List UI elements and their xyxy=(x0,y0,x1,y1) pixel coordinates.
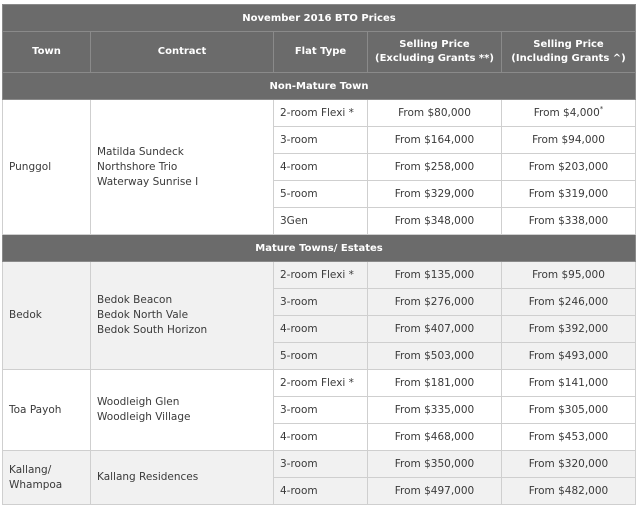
contract-name: Woodleigh Glen xyxy=(97,396,180,408)
price-excl-cell: From $348,000 xyxy=(368,208,502,235)
table-row xyxy=(3,451,636,478)
price-incl-cell: From $392,000 xyxy=(502,316,636,343)
town-cell-kallang-whampoa xyxy=(3,451,91,505)
town-cell-bedok: Bedok xyxy=(3,262,91,370)
town-name-line1: Kallang/ xyxy=(9,463,52,476)
contract-name: Bedok Beacon xyxy=(97,294,173,306)
header-contract: Contract xyxy=(91,32,274,73)
town-name-line2: Whampoa xyxy=(9,478,63,491)
flat-type-cell: 2-room Flexi * xyxy=(274,370,368,397)
bto-price-table xyxy=(2,4,636,505)
price-incl-cell: From $320,000 xyxy=(502,451,636,478)
price-excl-cell: From $329,000 xyxy=(368,181,502,208)
contract-cell-bedok xyxy=(91,262,274,370)
price-incl-cell: From $305,000 xyxy=(502,397,636,424)
price-excl-cell: From $503,000 xyxy=(368,343,502,370)
header-price-incl-line1: Selling Price xyxy=(533,39,604,50)
contract-name: Waterway Sunrise I xyxy=(97,175,199,188)
flat-type-cell: 3-room xyxy=(274,289,368,316)
price-excl-cell: From $164,000 xyxy=(368,127,502,154)
flat-type-cell: 3-room xyxy=(274,127,368,154)
header-town: Town xyxy=(3,32,91,73)
price-incl-cell: From $203,000 xyxy=(502,154,636,181)
table-row xyxy=(3,370,636,397)
price-incl-cell xyxy=(502,100,636,127)
price-incl-cell: From $493,000 xyxy=(502,343,636,370)
flat-type-cell: 3Gen xyxy=(274,208,368,235)
flat-type-cell: 2-room Flexi * xyxy=(274,262,368,289)
flat-type-cell: 4-room xyxy=(274,154,368,181)
column-header-row xyxy=(3,32,636,73)
price-incl-cell: From $482,000 xyxy=(502,478,636,505)
flat-type-cell: 2-room Flexi * xyxy=(274,100,368,127)
price-excl-cell: From $350,000 xyxy=(368,451,502,478)
price-incl-cell: From $319,000 xyxy=(502,181,636,208)
contract-cell-punggol xyxy=(91,100,274,235)
footnote-mark: * xyxy=(599,105,604,113)
header-price-incl-line2: (Including Grants ^) xyxy=(511,53,626,64)
contract-name: Matilda Sundeck xyxy=(97,145,184,158)
price-incl-cell: From $338,000 xyxy=(502,208,636,235)
header-price-including-grants xyxy=(502,32,636,73)
contract-name: Kallang Residences xyxy=(97,471,199,483)
header-price-excl-line1: Selling Price xyxy=(399,39,470,50)
table-title-row xyxy=(3,5,636,32)
price-incl-cell: From $95,000 xyxy=(502,262,636,289)
town-cell-toa-payoh: Toa Payoh xyxy=(3,370,91,451)
contract-name: Bedok North Vale xyxy=(97,309,189,321)
price-excl-cell: From $335,000 xyxy=(368,397,502,424)
price-incl-cell: From $94,000 xyxy=(502,127,636,154)
table-title: November 2016 BTO Prices xyxy=(3,5,636,32)
price-excl-cell: From $407,000 xyxy=(368,316,502,343)
flat-type-cell: 4-room xyxy=(274,316,368,343)
price-excl-cell: From $497,000 xyxy=(368,478,502,505)
header-flat-type: Flat Type xyxy=(274,32,368,73)
town-cell-punggol: Punggol xyxy=(3,100,91,235)
table-row xyxy=(3,100,636,127)
price-excl-cell: From $468,000 xyxy=(368,424,502,451)
price-excl-cell: From $276,000 xyxy=(368,289,502,316)
flat-type-cell: 4-room xyxy=(274,478,368,505)
price-incl-cell: From $453,000 xyxy=(502,424,636,451)
price-excl-cell: From $181,000 xyxy=(368,370,502,397)
section-row-non-mature xyxy=(3,73,636,100)
header-price-excl-line2: (Excluding Grants **) xyxy=(375,53,494,64)
table-row xyxy=(3,262,636,289)
flat-type-cell: 5-room xyxy=(274,181,368,208)
price-excl-cell: From $80,000 xyxy=(368,100,502,127)
price-incl-value: From $4,000 xyxy=(533,107,600,119)
section-row-mature xyxy=(3,235,636,262)
flat-type-cell: 3-room xyxy=(274,451,368,478)
contract-name: Northshore Trio xyxy=(97,160,178,173)
flat-type-cell: 4-room xyxy=(274,424,368,451)
header-price-excluding-grants xyxy=(368,32,502,73)
price-incl-cell: From $141,000 xyxy=(502,370,636,397)
flat-type-cell: 3-room xyxy=(274,397,368,424)
contract-cell-kallang xyxy=(91,451,274,505)
price-excl-cell: From $135,000 xyxy=(368,262,502,289)
price-excl-cell: From $258,000 xyxy=(368,154,502,181)
contract-name: Woodleigh Village xyxy=(97,411,191,423)
section-title-mature: Mature Towns/ Estates xyxy=(3,235,636,262)
contract-name: Bedok South Horizon xyxy=(97,324,208,336)
price-incl-cell: From $246,000 xyxy=(502,289,636,316)
bto-price-table-container xyxy=(2,4,635,505)
section-title-non-mature: Non-Mature Town xyxy=(3,73,636,100)
flat-type-cell: 5-room xyxy=(274,343,368,370)
contract-cell-toa-payoh xyxy=(91,370,274,451)
